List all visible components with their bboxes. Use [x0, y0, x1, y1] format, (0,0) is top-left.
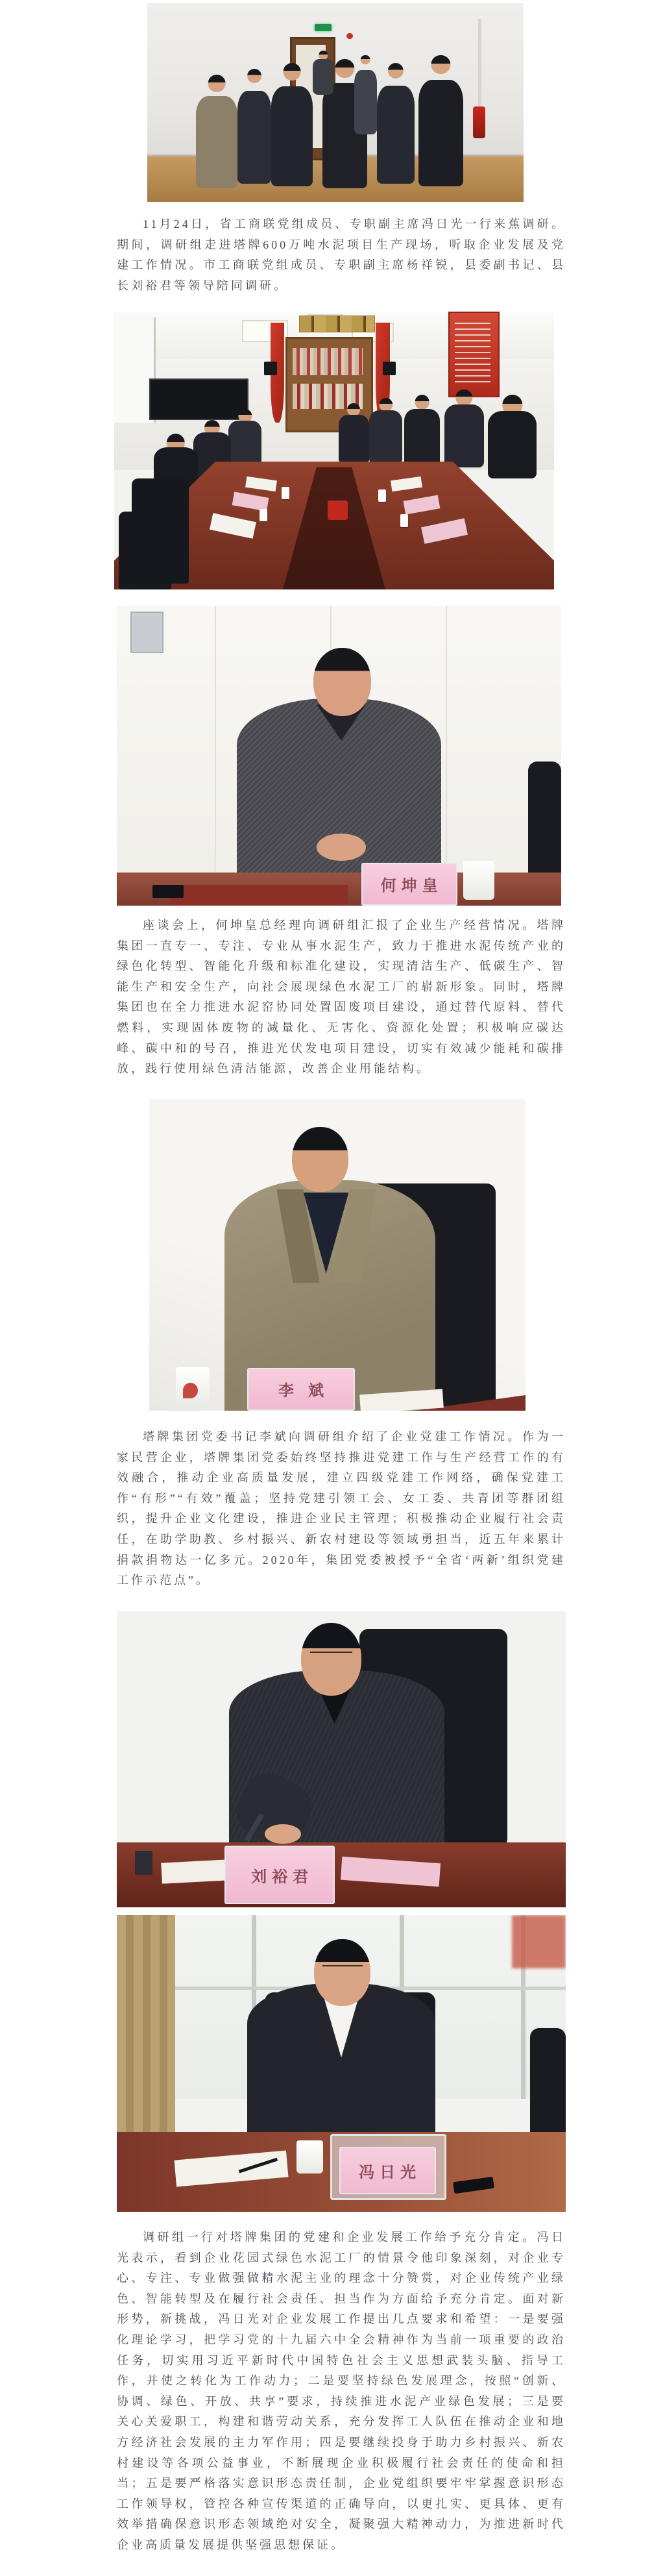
- speaker-head: [292, 1127, 348, 1192]
- nameplate: 刘裕君: [224, 1846, 335, 1905]
- exit-sign-icon: [315, 24, 332, 31]
- photo-meeting-room: [114, 312, 554, 589]
- wall-seam: [215, 606, 216, 906]
- paragraph-li-report: 塔牌集团党委书记李斌向调研组介绍了企业党建工作情况。作为一家民营企业，塔牌集团党委始终坚持推进党建工作与生产经营工作的有效融合，推动企业高质量发展，建立四级党建工作网络，确保党建工作“有形”“有效”覆盖；坚持党建引领工会、女工委、共青团等群团组织，提升企业文化建设，推进企业民主管理；积极推动企业履行社会责任，在助学助教、乡村振兴、新农村建设等领域勇担当，近五年来累计捐款捐物达一亿多元。2020年，集团党委被授予“全省‘两新’组织党建工作示范点”。: [117, 1430, 566, 1587]
- person-figure: [313, 51, 333, 94]
- fire-alarm-icon: [346, 33, 352, 39]
- photo-li-bin: [149, 1099, 526, 1411]
- wall-device: [130, 612, 164, 653]
- glasses-icon: [310, 1652, 353, 1659]
- person-figure: [237, 69, 271, 184]
- paragraph-he-report: 座谈会上，何坤皇总经理向调研组汇报了企业生产经营情况。塔牌集团一直专一、专注、专业从事水泥生产，致力于推进水泥传统产业的绿色化转型、智能化升级和标准化建设，实现清洁生产、低碳生产、智能生产和安全生产，向社会展现绿色水泥工厂的崭新形象。同时，塔牌集团也在全力推进水泥窑协同处置固废项目建设，通过替代原料、替代燃料，实现固体废物的减量化、无害化、资源化处置；积极响应碳达峰、碳中和的号召，推进光伏发电项目建设，切实有效减少能耗和碳排放，践行使用绿色清洁能源，改善企业用能结构。: [117, 919, 566, 1076]
- attendee-figure: [228, 409, 261, 470]
- office-chair: [530, 2028, 566, 2141]
- attendee-figure: [339, 403, 369, 464]
- photo-he-kunhuang: [117, 606, 561, 906]
- wall-seam: [446, 606, 447, 906]
- bookshelf-books: [293, 348, 363, 376]
- tissue-box: [328, 501, 348, 520]
- attendee-figure: [404, 395, 439, 467]
- poster-text-lines: [455, 323, 490, 384]
- person-figure: [196, 75, 237, 188]
- phone: [152, 885, 184, 898]
- tea-cup: [378, 489, 386, 502]
- tea-cup: [260, 509, 267, 521]
- glasses-icon: [322, 1965, 363, 1972]
- photo-liu-yujun: [117, 1611, 566, 1907]
- award-plaques: [299, 316, 375, 332]
- attendee-figure: [488, 395, 537, 478]
- wall-pipe: [478, 19, 481, 108]
- tea-mug: [463, 861, 494, 900]
- nameplate: 何坤皇: [361, 863, 457, 906]
- tea-cup: [282, 487, 289, 499]
- speaker-head: [314, 1939, 370, 2007]
- photo-site-visit: [147, 3, 524, 202]
- person-figure: [377, 63, 415, 184]
- person-figure: [354, 55, 377, 134]
- tea-cup: [400, 514, 408, 526]
- speaker-head: [301, 1623, 361, 1696]
- photo-feng-riguang: [117, 1915, 566, 2212]
- attendee-figure: [444, 390, 484, 467]
- red-poster-blur: [512, 1915, 566, 1968]
- writing-hand: [265, 1824, 300, 1844]
- nameplate: 冯日光: [339, 2147, 436, 2194]
- attendee-figure: [369, 398, 402, 465]
- desk-object: [135, 1851, 153, 1874]
- nameplate: 李 斌: [247, 1368, 355, 1411]
- person-figure: [271, 63, 313, 186]
- speaker: [383, 362, 396, 375]
- speaker: [264, 362, 277, 375]
- red-folder: [170, 885, 348, 906]
- speaker-head: [313, 648, 371, 716]
- paragraph-feng-remarks: 调研组一行对塔牌集团的党建和企业发展工作给予充分肯定。冯日光表示，看到企业花园式绿色水泥工厂的情景令他印象深刻，对企业专心、专注、专业做强做精水泥主业的理念十分赞赏，对企业传统产业绿色、智能转型及在履行社会责任、担当作为方面给予充分肯定。面对新形势，新挑战，冯日光对企业发展工作提出几点要求和希望：一是要强化理论学习，把学习党的十九届六中全会精神作为当前一项重要的政治任务，切实用习近平新时代中国特色社会主义思想武装头脑、指导工作，并使之转化为工作动力；二是要坚持绿色发展理念，按照“创新、协调、绿色、开放、共享”要求，持续推进水泥产业绿色发展；三是要关心关爱职工，构建和谐劳动关系，充分发挥工人队伍在推动企业和地方经济社会发展的主力军作用；四是要继续投身于助力乡村振兴、新农村建设等各项公益事业，不断展现企业积极履行社会责任的使命和担当；五是要严格落实意识形态责任制，企业党组织要牢牢掌握意识形态工作领导权，管控各种宣传渠道的正确导向，以更扎实、更具体、更有效举措确保意识形态领域绝对安全，凝聚强大精神动力，为推进新时代企业高质量发展提供坚强思想保证。: [117, 2231, 566, 2551]
- fire-extinguisher-icon: [473, 106, 486, 138]
- cup-flower-motif: [183, 1383, 198, 1398]
- office-chair: [119, 512, 171, 589]
- tea-cup: [296, 2140, 324, 2173]
- clasped-hands: [317, 834, 365, 861]
- person-figure: [418, 55, 464, 186]
- paragraph-intro: 11月24日，省工商联党组成员、专职副主席冯日光一行来蕉调研。期间，调研组走进塔牌600万吨水泥项目生产现场，听取企业发展及党建工作情况。市工商联党组成员、专职副主席杨祥锐，县委副书记、县长刘裕君等领导陪同调研。: [117, 217, 566, 292]
